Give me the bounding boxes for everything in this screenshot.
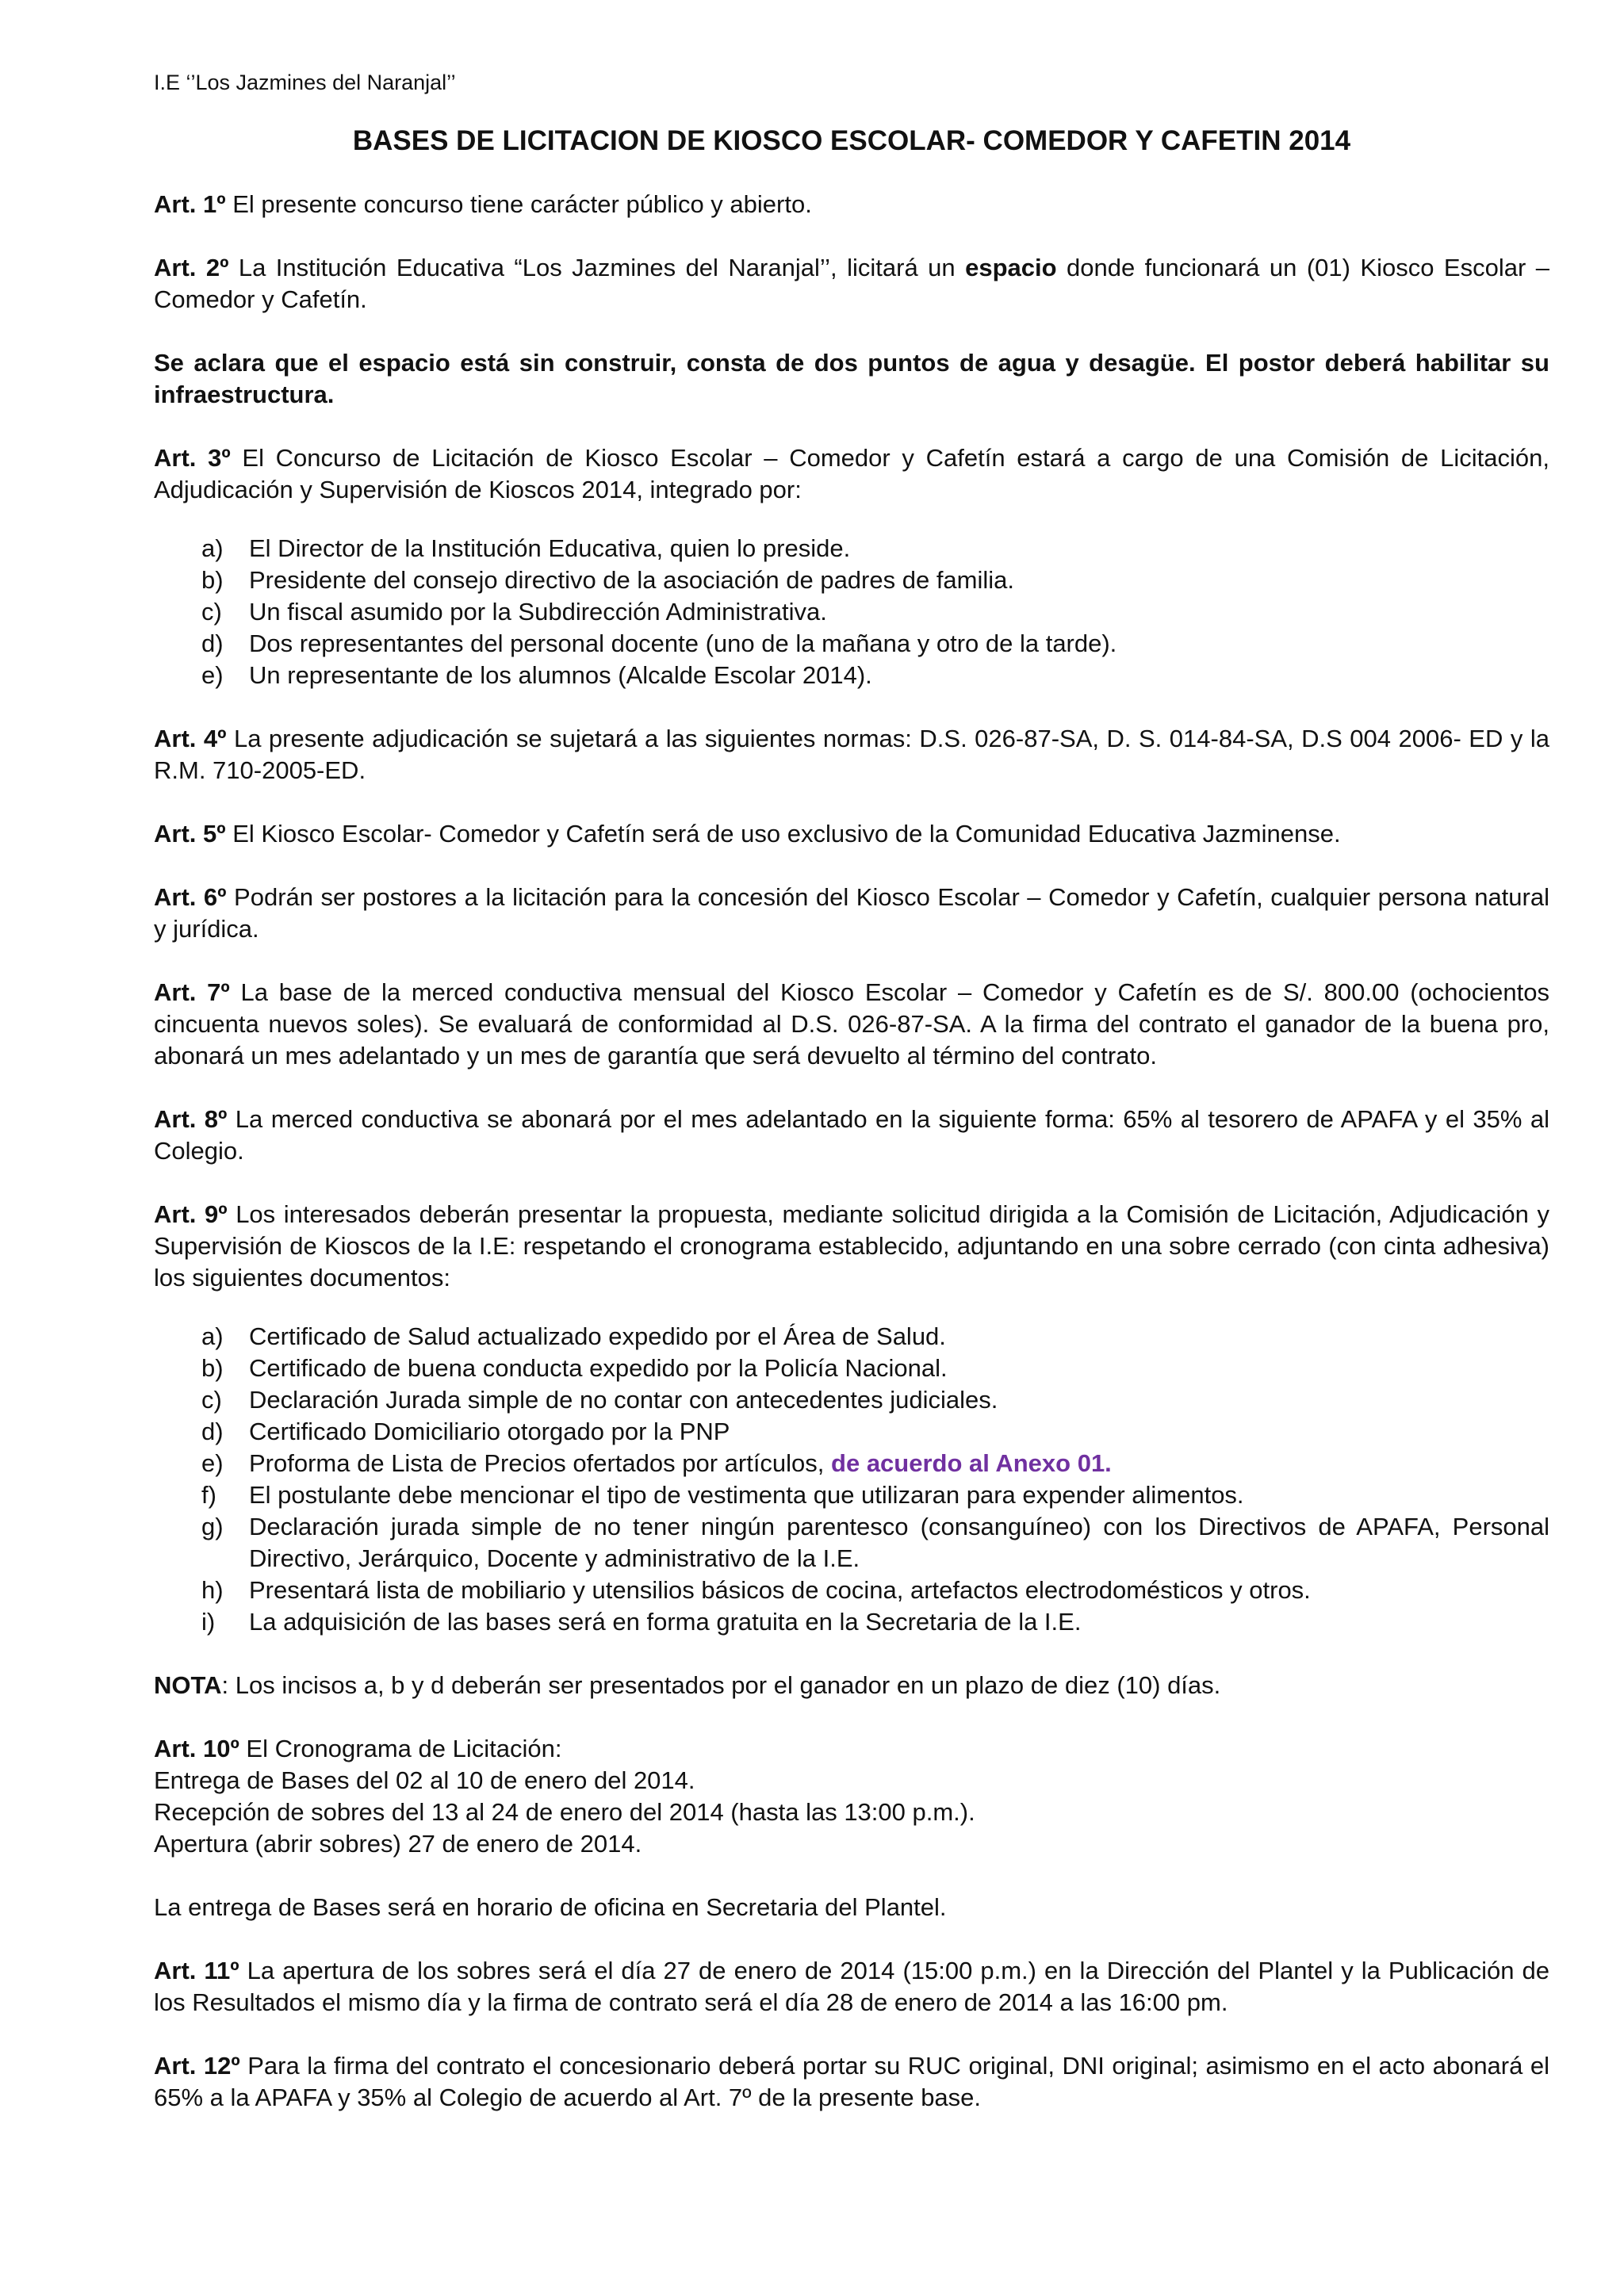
article-label: Art. 2º xyxy=(154,254,229,281)
article-label: Art. 5º xyxy=(154,820,226,848)
list-marker: d) xyxy=(201,1418,224,1445)
article-1 xyxy=(154,189,1549,220)
list-item xyxy=(154,1606,1549,1638)
article-text: El Concurso de Licitación de Kiosco Escolar – Comedor y Cafetín estará a cargo de una Comisión de Licitación, Adjudicación y Supervisión de Kioscos 2014, integrado por: xyxy=(154,444,1549,503)
article-text: La base de la merced conductiva mensual del Kiosco Escolar – Comedor y Cafetín es de S/. 800.00 (ochocientos cincuenta nuevos soles). Se evaluará de conformidad al D.S. 026-87-SA. A la firma del contrato el ganador de la buena pro, abonará un mes adelantado y un mes de garantía que será devuelto al término del contrato. xyxy=(154,978,1549,1070)
article-10-closing: La entrega de Bases será en horario de oficina en Secretaria del Plantel. xyxy=(154,1893,947,1921)
article-text: El Cronograma de Licitación: xyxy=(239,1735,562,1762)
required-documents-list xyxy=(154,1321,1549,1638)
article-9 xyxy=(154,1199,1549,1294)
article-10 xyxy=(154,1733,1549,1860)
list-item-text xyxy=(249,1448,1549,1479)
list-item-text: El Director de la Institución Educativa, quien lo preside. xyxy=(249,534,851,562)
list-item xyxy=(154,1575,1549,1606)
list-item-text: Presidente del consejo directivo de la asociación de padres de familia. xyxy=(249,566,1015,594)
list-marker: b) xyxy=(201,566,224,594)
emphasis-word: espacio xyxy=(965,254,1057,281)
list-item-text: La adquisición de las bases será en forma gratuita en la Secretaria de la I.E. xyxy=(249,1608,1082,1636)
article-text: Podrán ser postores a la licitación para la concesión del Kiosco Escolar – Comedor y Cafetín, cualquier persona natural y jurídica. xyxy=(154,883,1549,943)
list-marker: a) xyxy=(201,1322,224,1350)
article-text: El presente concurso tiene carácter público y abierto. xyxy=(225,190,812,218)
list-marker: h) xyxy=(201,1576,224,1604)
article-text: Los interesados deberán presentar la propuesta, mediante solicitud dirigida a la Comisión de Licitación, Adjudicación y Supervisión de Kioscos de la I.E: respetando el cronograma establecido, adjuntando en una sobre cerrado (con cinta adhesiva) los siguientes documentos: xyxy=(154,1200,1549,1292)
list-item xyxy=(154,1353,1549,1384)
note xyxy=(154,1670,1549,1701)
annex-reference: de acuerdo al Anexo 01. xyxy=(831,1449,1112,1477)
article-7 xyxy=(154,977,1549,1072)
list-marker: d) xyxy=(201,629,224,657)
list-item xyxy=(154,660,1549,691)
article-label: Art. 1º xyxy=(154,190,226,218)
list-item xyxy=(154,533,1549,564)
list-item-text: Declaración jurada simple de no tener ningún parentesco (consanguíneo) con los Directivos de APAFA, Personal Directivo, Jerárquico, Docente y administrativo de la I.E. xyxy=(249,1513,1549,1572)
list-item-text: Declaración Jurada simple de no contar con antecedentes judiciales. xyxy=(249,1386,998,1414)
article-4 xyxy=(154,723,1549,786)
article-6 xyxy=(154,882,1549,945)
article-label: Art. 3º xyxy=(154,444,231,472)
list-marker: f) xyxy=(201,1481,216,1509)
document-title: BASES DE LICITACION DE KIOSCO ESCOLAR- COMEDOR Y CAFETIN 2014 xyxy=(352,125,1351,156)
schedule-line: Recepción de sobres del 13 al 24 de enero del 2014 (hasta las 13:00 p.m.). xyxy=(154,1798,975,1826)
list-marker: b) xyxy=(201,1354,224,1382)
list-marker: c) xyxy=(201,598,222,626)
article-label: Art. 12º xyxy=(154,2052,240,2080)
article-8 xyxy=(154,1104,1549,1167)
list-item-text: Dos representantes del personal docente (uno de la mañana y otro de la tarde). xyxy=(249,629,1117,657)
commission-members-list xyxy=(154,533,1549,691)
article-10-heading xyxy=(154,1733,1549,1765)
list-item xyxy=(154,1384,1549,1416)
list-item xyxy=(154,564,1549,596)
list-item-text: Certificado Domiciliario otorgado por la PNP xyxy=(249,1418,730,1445)
list-item-text-main: Proforma de Lista de Precios ofertados por artículos, xyxy=(249,1449,832,1477)
article-label: Art. 11º xyxy=(154,1957,239,1984)
note-text: : Los incisos a, b y d deberán ser presentados por el ganador en un plazo de diez (10) días. xyxy=(221,1671,1221,1699)
article-label: Art. 8º xyxy=(154,1105,228,1133)
list-item xyxy=(154,1479,1549,1511)
article-text: El Kiosco Escolar- Comedor y Cafetín será de uso exclusivo de la Comunidad Educativa Jazminense. xyxy=(225,820,1341,848)
article-text: La presente adjudicación se sujetará a las siguientes normas: D.S. 026-87-SA, D. S. 014-84-SA, D.S 004 2006- ED y la R.M. 710-2005-ED. xyxy=(154,725,1549,784)
list-marker: e) xyxy=(201,661,224,689)
list-item xyxy=(154,1321,1549,1353)
list-marker: i) xyxy=(201,1608,216,1636)
article-text: Para la firma del contrato el concesionario deberá portar su RUC original, DNI original; asimismo en el acto abonará el 65% a la APAFA y 35% al Colegio de acuerdo al Art. 7º de la presente base. xyxy=(154,2052,1549,2111)
institution-header: I.E ‘’Los Jazmines del Naranjal’’ xyxy=(154,71,456,94)
list-item xyxy=(154,596,1549,628)
article-2-clarification: Se aclara que el espacio está sin construir, consta de dos puntos de agua y desagüe. El postor deberá habilitar su infraestructura. xyxy=(154,349,1549,408)
article-text: La Institución Educativa “Los Jazmines del Naranjal’’, licitará un xyxy=(228,254,966,281)
list-item-text: Un representante de los alumnos (Alcalde Escolar 2014). xyxy=(249,661,872,689)
list-item-text: Certificado de buena conducta expedido por la Policía Nacional. xyxy=(249,1354,948,1382)
note-label: NOTA xyxy=(154,1671,222,1699)
list-item xyxy=(154,1511,1549,1575)
article-11 xyxy=(154,1955,1549,2019)
list-marker: g) xyxy=(201,1513,224,1540)
article-5 xyxy=(154,818,1549,850)
list-item xyxy=(154,628,1549,660)
article-12 xyxy=(154,2050,1549,2114)
list-item xyxy=(154,1448,1549,1479)
list-item-text: Presentará lista de mobiliario y utensilios básicos de cocina, artefactos electrodomésticos y otros. xyxy=(249,1576,1311,1604)
list-marker: c) xyxy=(201,1386,222,1414)
article-2 xyxy=(154,252,1549,316)
article-label: Art. 9º xyxy=(154,1200,228,1228)
list-marker: a) xyxy=(201,534,224,562)
article-text: donde funcionará un (01) Kiosco Escolar – Comedor y Cafetín. xyxy=(154,254,1549,313)
list-item-text: Un fiscal asumido por la Subdirección Administrativa. xyxy=(249,598,827,626)
list-item-text: El postulante debe mencionar el tipo de vestimenta que utilizaran para expender alimentos. xyxy=(249,1481,1244,1509)
list-marker: e) xyxy=(201,1449,224,1477)
article-label: Art. 10º xyxy=(154,1735,239,1762)
schedule-line: Apertura (abrir sobres) 27 de enero de 2014. xyxy=(154,1830,642,1858)
schedule-line: Entrega de Bases del 02 al 10 de enero del 2014. xyxy=(154,1766,695,1794)
article-text: La merced conductiva se abonará por el mes adelantado en la siguiente forma: 65% al tesorero de APAFA y el 35% al Colegio. xyxy=(154,1105,1549,1165)
article-text: La apertura de los sobres será el día 27 de enero de 2014 (15:00 p.m.) en la Dirección del Plantel y la Publicación de los Resultados el mismo día y la firma de contrato será el día 28 de enero de 2014 a las 16:00 pm. xyxy=(154,1957,1549,2016)
list-item-text: Certificado de Salud actualizado expedido por el Área de Salud. xyxy=(249,1322,946,1350)
article-3 xyxy=(154,442,1549,506)
list-item xyxy=(154,1416,1549,1448)
article-label: Art. 6º xyxy=(154,883,227,911)
article-label: Art. 7º xyxy=(154,978,230,1006)
article-label: Art. 4º xyxy=(154,725,227,752)
document-page xyxy=(154,68,1549,2145)
